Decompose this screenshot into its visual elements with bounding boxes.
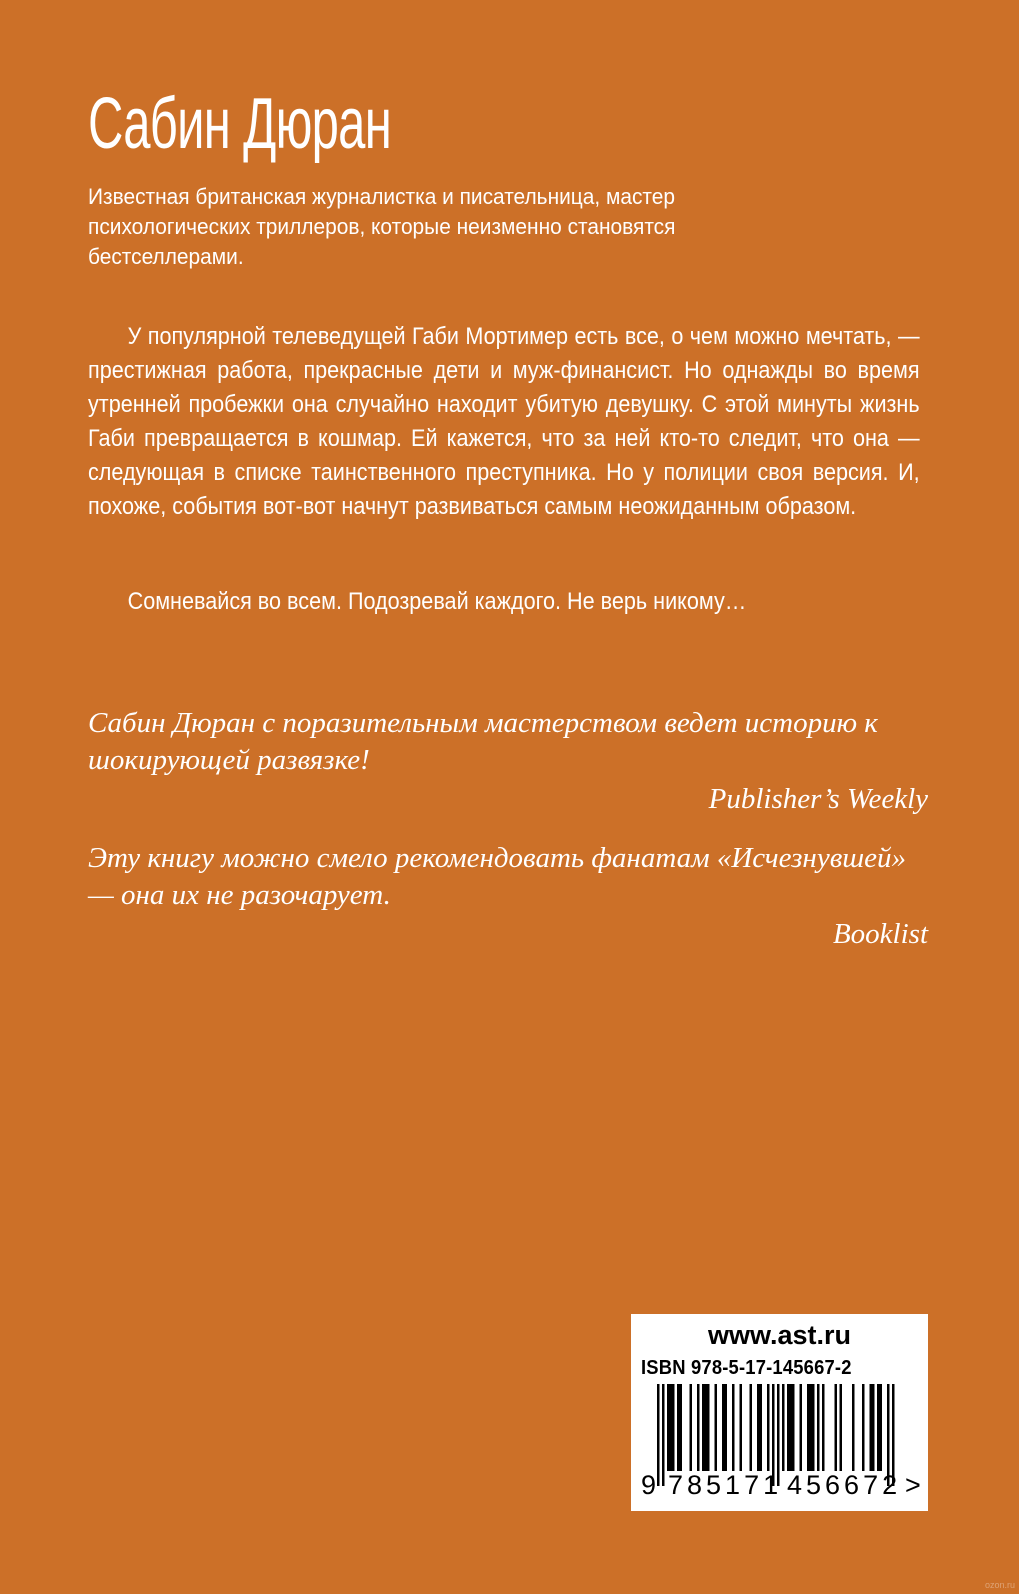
barcode-bar: [725, 1384, 728, 1471]
barcode-bar: [705, 1384, 708, 1471]
barcode-bar: [852, 1384, 855, 1471]
barcode-digit-lead: 9: [641, 1470, 657, 1500]
review-source: Publisher’s Weekly: [708, 783, 928, 815]
barcode-bar: [800, 1384, 803, 1471]
barcode-bar: [810, 1384, 813, 1471]
watermark: ozon.ru: [984, 1580, 1015, 1590]
barcode-bar: [680, 1384, 683, 1471]
barcode-bar: [677, 1384, 680, 1471]
review-text: Сабин Дюран с поразительным мастерством ведет историю к шокирующей развязке!: [88, 707, 878, 776]
barcode-bar: [835, 1384, 838, 1471]
isbn-label: ISBN 978-5-17-145667-2: [641, 1357, 852, 1379]
barcode-bar: [840, 1384, 843, 1471]
barcode-bar: [790, 1384, 793, 1471]
barcode-bar: [707, 1384, 710, 1471]
review-text: Эту книгу можно смело рекомендовать фанатам «Исчезнувшей» — она их не разочарует.: [88, 842, 907, 911]
barcode-bar: [767, 1384, 770, 1471]
book-tagline: Сомневайся во всем. Подозревай каждого. Не верь никому…: [127, 588, 747, 615]
barcode-bar: [662, 1384, 665, 1486]
barcode-bar: [670, 1384, 673, 1471]
barcode-bar: [732, 1384, 735, 1471]
book-blurb: У популярной телеведущей Габи Мортимер есть все, о чем можно мечтать, — престижная работа, прекрасные дети и муж-финансист. Но однажды во время утренней пробежки она случайно находит убитую девушку. С этой минуты жизнь Габи превращается в кошмар. Ей кажется, что за ней кто-то следит, что она — следующая в списке таинственного преступника. Но у полиции своя версия. И, похоже, события вот-вот начнут развиваться самым неожиданным образом.: [88, 323, 920, 520]
barcode-bar: [872, 1384, 875, 1471]
barcode-bar: [877, 1384, 880, 1471]
publisher-url: www.ast.ru: [707, 1320, 852, 1350]
barcode-bar: [870, 1384, 873, 1471]
barcode-bar: [715, 1384, 718, 1471]
barcode-bar: [782, 1384, 785, 1471]
author-bio: Известная британская журналистка и писательница, мастер психологических триллеров, которые неизменно становятся бестселлерами.: [88, 184, 676, 269]
barcode-bar: [787, 1384, 790, 1471]
barcode-bar: [702, 1384, 705, 1471]
barcode-bar: [760, 1384, 763, 1471]
review-quote: [88, 705, 928, 818]
barcode-bar: [757, 1384, 760, 1471]
barcode-bar: [880, 1384, 883, 1471]
barcode-bar: [750, 1384, 753, 1471]
barcode-bar: [697, 1384, 700, 1471]
barcode-bar: [862, 1384, 865, 1471]
review-quote: [88, 840, 928, 953]
barcode-digits-right: 456672: [787, 1470, 902, 1500]
barcode-bar: [740, 1384, 743, 1471]
barcode-bar: [792, 1384, 795, 1471]
barcode-bar: [812, 1384, 815, 1471]
barcode-bar: [657, 1384, 660, 1486]
barcode-bar: [672, 1384, 675, 1471]
barcode-bar: [817, 1384, 820, 1471]
barcode-bar: [667, 1384, 670, 1471]
barcode-bar: [722, 1384, 725, 1471]
barcode-quiet-zone-mark: >: [905, 1470, 921, 1500]
barcode-bar: [807, 1384, 810, 1471]
barcode-bar: [822, 1384, 825, 1471]
barcode-panel: [631, 1314, 928, 1511]
barcode-digits-left: 785171: [668, 1470, 783, 1500]
barcode-bar: [690, 1384, 693, 1471]
author-name: Сабин Дюран: [88, 84, 392, 164]
review-source: Booklist: [832, 918, 928, 950]
